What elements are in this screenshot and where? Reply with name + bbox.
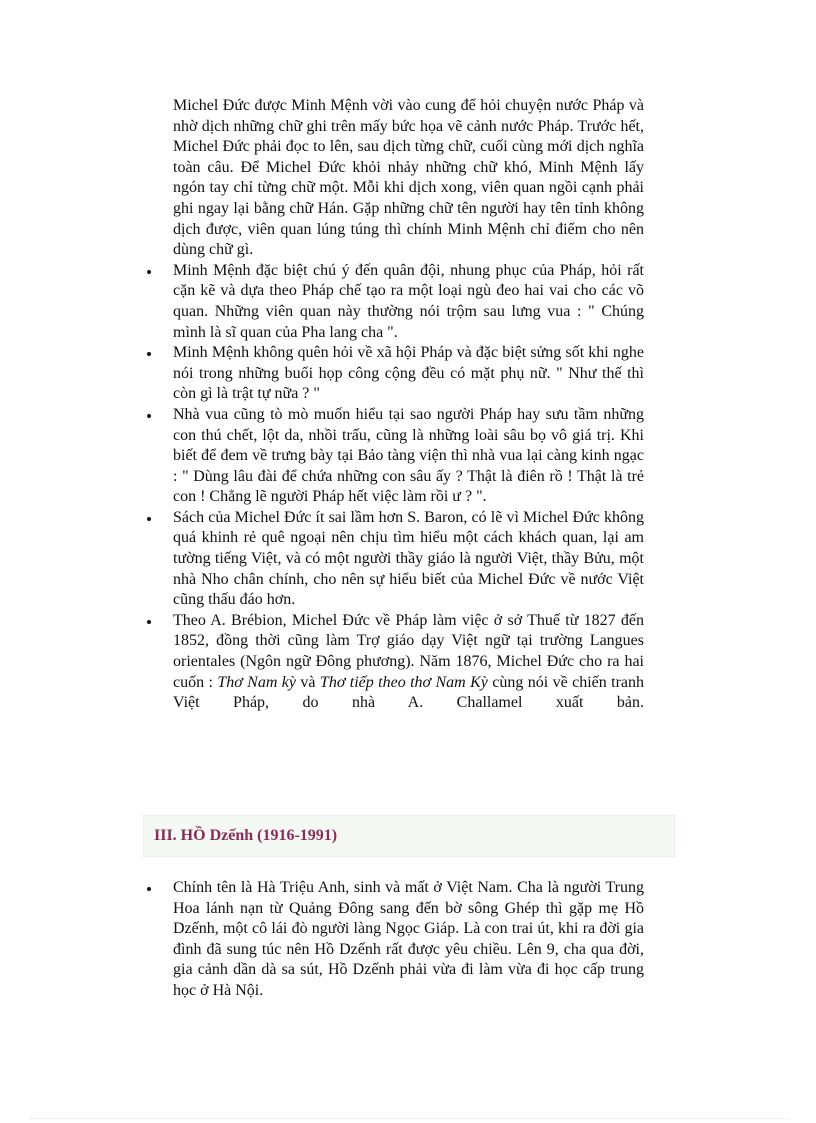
bullet-item: Chính tên là Hà Triệu Anh, sinh và mất ở Việt Nam. Cha là người Trung Hoa lánh nạn từ Quảng Đông sang đến bờ sông Ghép thì gặp mẹ Hồ Dzếnh, một cô lái đò người làng Ngọc Giáp. Là con trai út, khi ra đời gia đình đã sung túc nên Hồ Dzếnh rất được yêu chiều. Lên 9, cha qua đời, gia cảnh dần dà sa sút, Hồ Dzếnh phải vừa đi làm vừa đi học cấp trung học ở Hà Nội.: [173, 878, 644, 1002]
connector: và: [296, 673, 320, 691]
page-bottom-divider: [30, 1118, 790, 1119]
bullet-item: Minh Mệnh đặc biệt chú ý đến quân đội, nhung phục của Pháp, hỏi rất cặn kẽ và dựa theo Pháp chế tạo ra một loại ngù đeo hai vai cho các võ quan. Những viên quan này thường nói trộm sau lưng vua : " Chúng mình là sĩ quan của Pha lang cha ".: [173, 261, 644, 343]
book-title-2: Thơ tiếp theo thơ Nam Kỳ: [319, 673, 488, 691]
intro-paragraph: Michel Đức được Minh Mệnh vời vào cung để hỏi chuyện nước Pháp và nhờ dịch những chữ ghi trên mấy bức họa vẽ cảnh nước Pháp. Trước hết, Michel Đức phải đọc to lên, sau dịch từng chữ, cuối cùng mới dịch nghĩa toàn câu. Để Michel Đức khỏi nhảy những chữ khó, Minh Mệnh lấy ngón tay chỉ từng chữ một. Mỗi khi dịch xong, viên quan ngồi cạnh phải ghi ngay lại bằng chữ Hán. Gặp những chữ tên người hay tên tỉnh không dịch được, viên quan lúng túng thì chính Minh Mệnh chỉ điểm cho nên dùng chữ gì.: [173, 97, 644, 259]
section-title: III. HỒ Dzếnh (1916-1991): [154, 827, 338, 844]
bullet-item: Nhà vua cũng tò mò muốn hiểu tại sao người Pháp hay sưu tầm những con thú chết, lột da, nhồi trấu, cũng là những loài sâu bọ vô giá trị. Khi biết để đem về trưng bày tại Bảo tàng viện thì nhà vua lại càng kinh ngạc : " Dùng lâu đài để chứa những con sâu ấy ? Thật là điên rồ ! Thật là trẻ con ! Chẳng lẽ người Pháp hết việc làm rồi ư ? ".: [173, 405, 644, 508]
text-after: cùng nói về chiến tranh Việt Pháp, do nhà A. Challamel xuất bản.: [173, 673, 645, 712]
section-text-block: [173, 878, 644, 1002]
bullet-item: Minh Mệnh không quên hỏi về xã hội Pháp và đặc biệt sửng sốt khi nghe nói trong những buổi họp công cộng đều có mặt phụ nữ. " Như thế thì còn gì là trật tự nữa ? ": [173, 343, 644, 405]
section-header: [143, 815, 675, 857]
bullet-item-last: [173, 611, 644, 714]
main-text-block: [173, 96, 644, 714]
text-before: Theo A. Brébion, Michel Đức về Pháp làm việc ở sở Thuế từ 1827 đến 1852, đồng thời cũng làm Trợ giáo dạy Việt ngữ tại trường Langues orientales (Ngôn ngữ Đông phương). Năm 1876, Michel Đức cho ra hai cuốn :: [173, 611, 644, 691]
section-bullet-list: [173, 878, 644, 1002]
book-title-1: Thơ Nam kỳ: [217, 673, 297, 691]
bullet-list: [173, 261, 644, 714]
bullet-item: Sách của Michel Đức ít sai lầm hơn S. Baron, có lẽ vì Michel Đức không quá khinh rẻ quê ngoại nên chịu tìm hiểu một cách khách quan, lại am tường tiếng Việt, và có một người thầy giáo là người Việt, thầy Bửu, một nhà Nho chân chính, cho nên sự hiểu biết của Michel Đức về nước Việt cũng thấu đáo hơn.: [173, 508, 644, 611]
